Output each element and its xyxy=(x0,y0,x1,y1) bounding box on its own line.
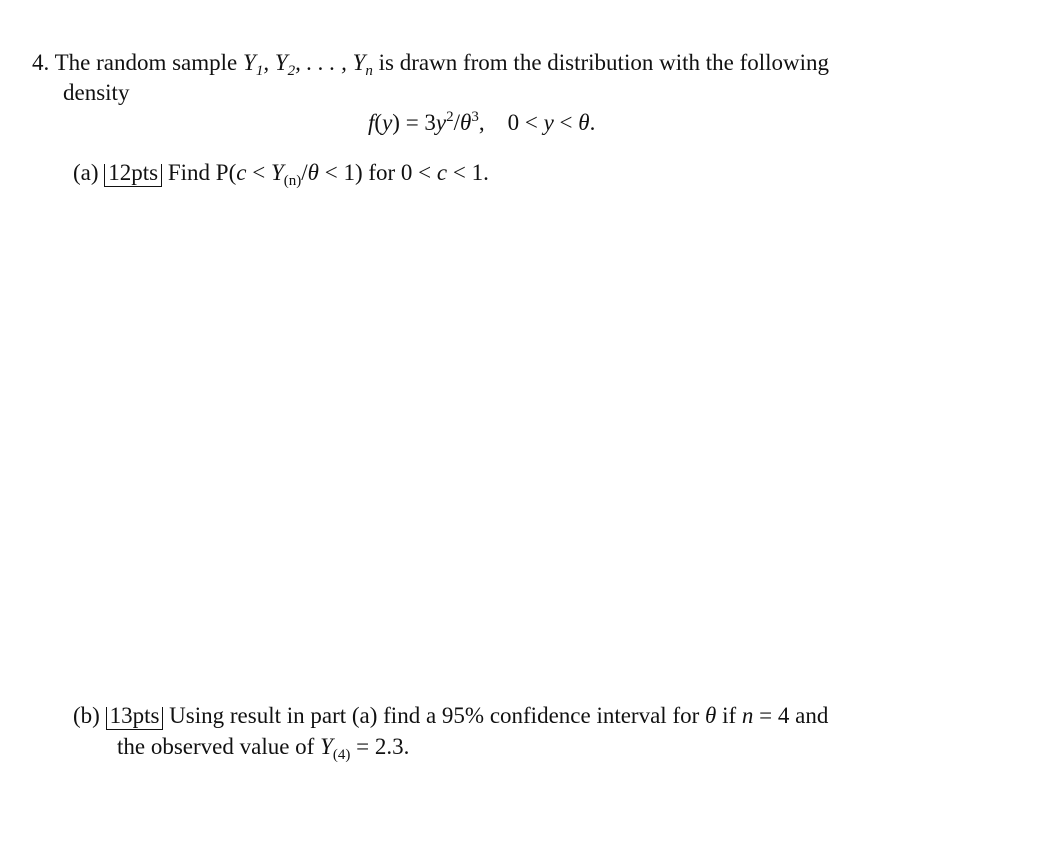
formula-domain: 0 < y < θ. xyxy=(507,110,596,135)
part-b-text-4: the observed value of xyxy=(117,734,321,759)
question-line-1 xyxy=(32,49,829,77)
part-b-label: (b) xyxy=(73,703,100,728)
part-a xyxy=(73,159,489,187)
part-a-points: 12pts xyxy=(108,160,159,185)
part-a-text: Find $P(c < Y_{(n)}/\theta < 1)$ for 0 < c < 1. xyxy=(167,160,489,189)
question-line-2 xyxy=(63,79,129,107)
formula-comma: , xyxy=(478,110,485,135)
part-a-subscript: (n) xyxy=(283,173,302,189)
part-b-theta: θ xyxy=(705,703,717,728)
formula-lhs: f xyxy=(368,110,375,135)
part-b-subscript: (4) xyxy=(332,747,351,763)
part-b-line-1 xyxy=(73,702,828,730)
part-b-n: n xyxy=(741,703,754,728)
part-b-points-box xyxy=(106,703,164,730)
part-b-text-3: = 4 and xyxy=(753,703,829,728)
formula-exp-2: 3 xyxy=(471,109,479,125)
formula-exp-1: 2 xyxy=(446,109,454,125)
part-b-line-2 xyxy=(117,733,409,761)
sample-variables: $Y_1$, $Y_2$, . . . , $Y_n$ xyxy=(243,50,373,79)
question-text-start: The random sample xyxy=(54,50,244,75)
part-b-text-1: Using result in part (a) find a 95% confidence interval for xyxy=(169,703,706,728)
part-b-points: 13pts xyxy=(109,703,160,728)
part-a-label: (a) xyxy=(73,160,99,185)
part-b-Y: Y xyxy=(320,734,333,759)
part-b-text-2: if xyxy=(716,703,742,728)
question-number: 4. xyxy=(32,50,50,75)
density-formula: $f(y) = 3y^2/\theta^3$, 0 < y < θ. xyxy=(368,109,596,135)
question-text-end: is drawn from the distribution with the following xyxy=(372,50,830,75)
part-a-points-box xyxy=(104,160,162,187)
part-b-text-5: = 2.3. xyxy=(350,734,410,759)
density-word: density xyxy=(63,80,130,105)
